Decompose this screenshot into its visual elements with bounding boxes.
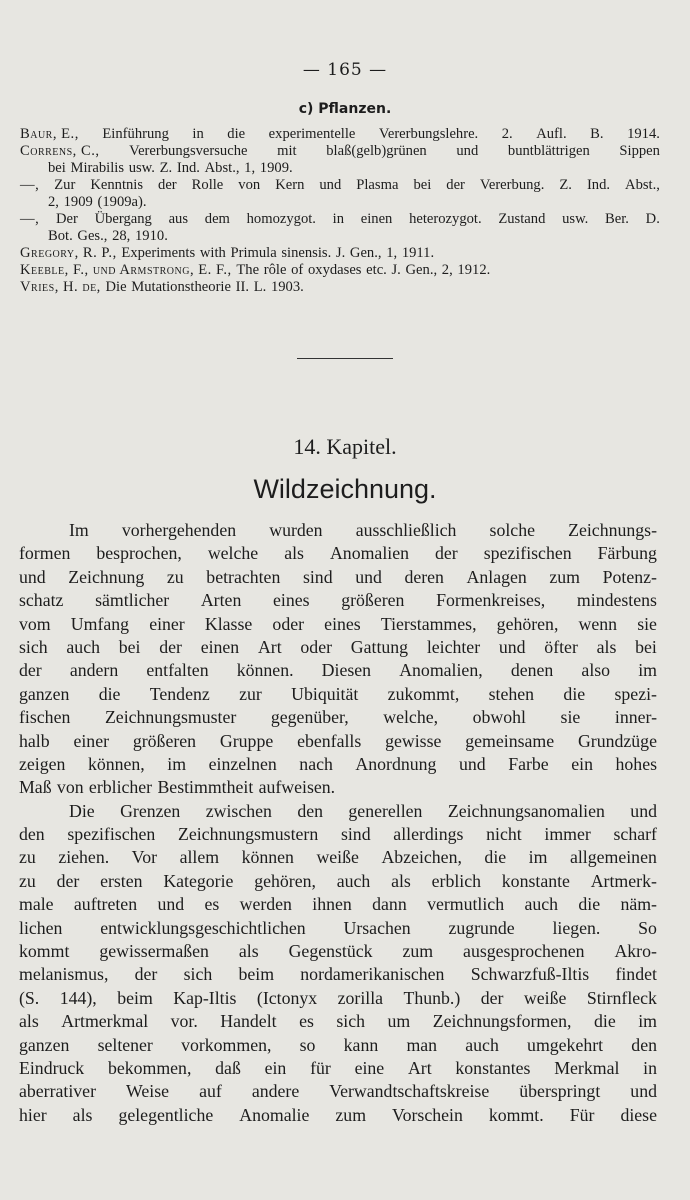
reference-continuation: Bot. Ges., 28, 1910. (48, 228, 168, 244)
body-line: male auftreten und es werden ihnen dann vermutlich auch die näm- (19, 894, 657, 915)
reference-author: —, (20, 211, 40, 227)
body-line: als Artmerkmal vor. Handelt es sich um Zeichnungsformen, die im (19, 1011, 657, 1032)
reference-author: Correns, C., (20, 143, 100, 159)
body-line: (S. 144), beim Kap-Iltis (Ictonyx zorilla Thunb.) der weiße Stirnfleck (19, 987, 657, 1008)
body-line: fischen Zeichnungsmuster gegenüber, welche, obwohl sie inner- (19, 707, 657, 728)
body-line: und Zeichnung zu betrachten sind und deren Anlagen zum Potenz- (19, 566, 657, 587)
reference-author: Vries, H. de, (20, 279, 101, 295)
section-heading: c) Pflanzen. (298, 101, 392, 117)
body-line: Eindruck bekommen, daß ein für eine Art konstantes Merkmal in (19, 1057, 657, 1078)
body-line: Im vorhergehenden wurden ausschließlich solche Zeichnungs- (69, 520, 657, 540)
reference-list (20, 126, 660, 296)
reference-continuation: bei Mirabilis usw. Z. Ind. Abst., 1, 1909. (48, 160, 293, 176)
body-line: kommt gewissermaßen als Gegenstück zum ausgesprochenen Akro- (19, 941, 657, 962)
body-line: Die Grenzen zwischen den generellen Zeichnungsanomalien und (69, 800, 657, 821)
reference-author: Gregory, R. P., (20, 245, 117, 261)
body-line: aberrativer Weise auf andere Verwandtschaftskreise überspringt und (19, 1081, 657, 1102)
page-number: — 165 — (302, 60, 388, 80)
body-line: lichen entwicklungsgeschichtlichen Ursachen zugrunde liegen. So (19, 917, 657, 938)
reference-entry: Vries, H. de, Die Mutationstheorie II. L. 1903. (20, 279, 304, 295)
body-line: den spezifischen Zeichnungsmustern sind allerdings nicht immer scharf (19, 824, 657, 845)
body-line: sich auch bei der einen Art oder Gattung leichter und öfter als bei (19, 636, 657, 657)
body-line: melanismus, der sich beim nordamerikanischen Schwarzfuß-Iltis findet (19, 964, 657, 985)
reference-entry: Keeble, F., und Armstrong, E. F., The rôle of oxydases etc. J. Gen., 2, 1912. (20, 262, 491, 278)
body-line: formen besprochen, welche als Anomalien der spezifischen Färbung (19, 543, 657, 564)
body-line: ganzen die Tendenz zur Ubiquität zukommt, stehen die spezi- (19, 683, 657, 704)
reference-entry: Gregory, R. P., Experiments with Primula sinensis. J. Gen., 1, 1911. (20, 245, 435, 261)
body-line: der andern entfalten können. Diesen Anomalien, denen also im (19, 660, 657, 681)
body-line: schatz sämtlicher Arten eines größeren Formenkreises, mindestens (19, 590, 657, 611)
reference-author: —, (20, 177, 40, 193)
body-line: ganzen seltener vorkommen, so kann man auch umgekehrt den (19, 1034, 657, 1055)
body-line: Maß von erblicher Bestimmtheit aufweisen. (19, 777, 336, 798)
body-line: zu der ersten Kategorie gehören, auch als erblich konstante Artmerk- (19, 870, 657, 891)
reference-continuation: 2, 1909 (1909a). (48, 194, 147, 210)
body-line: hier als gelegentliche Anomalie zum Vorschein kommt. Für diese (19, 1104, 657, 1125)
body-line: halb einer größeren Gruppe ebenfalls gewisse gemeinsame Grundzüge (19, 730, 657, 751)
chapter-number: 14. Kapitel. (293, 434, 397, 459)
reference-author: Keeble, F., und Armstrong, E. F., (20, 262, 232, 278)
body-line: vom Umfang einer Klasse oder eines Tierstammes, gehören, wenn sie (19, 613, 657, 634)
chapter-title: Wildzeichnung. (253, 474, 437, 504)
reference-entry: —, Zur Kenntnis der Rolle von Kern und Plasma bei der Vererbung. Z. Ind. Abst., (20, 177, 660, 193)
section-divider (297, 358, 393, 359)
reference-entry: Baur, E., Einführung in die experimentelle Vererbungslehre. 2. Aufl. B. 1914. (20, 126, 660, 142)
reference-entry: —, Der Übergang aus dem homozygot. in einen heterozygot. Zustand usw. Ber. D. (20, 211, 660, 227)
body-line: zeigen können, im einzelnen nach Anordnung und Farbe ein hohes (19, 753, 657, 774)
reference-entry: Correns, C., Vererbungsversuche mit blaß(gelb)grünen und buntblättrigen Sippen (20, 143, 660, 159)
body-text (19, 519, 657, 1127)
reference-author: Baur, E., (20, 126, 79, 142)
body-line: zu ziehen. Vor allem können weiße Abzeichen, die im allgemeinen (19, 847, 657, 868)
